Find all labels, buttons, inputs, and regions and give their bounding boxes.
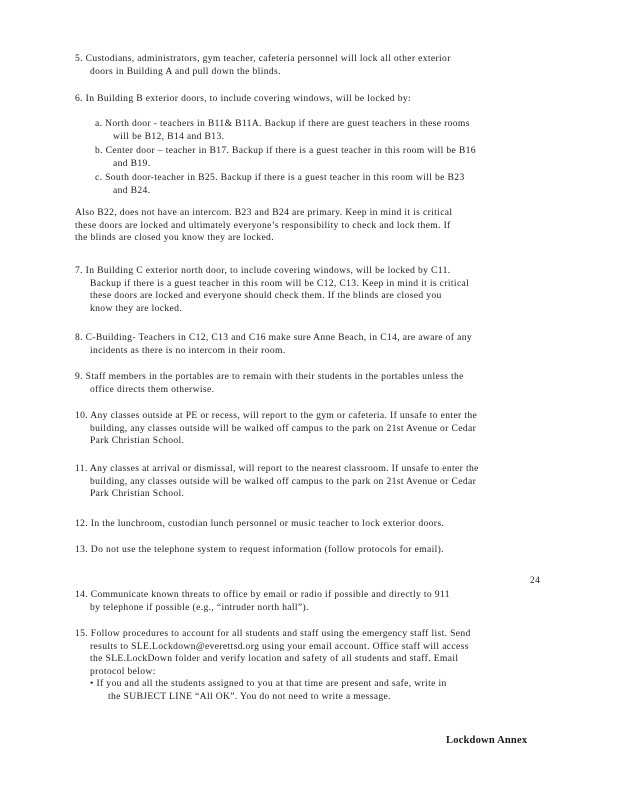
item-6-line-1: 6. In Building B exterior doors, to include covering windows, will be locked by: — [75, 93, 412, 104]
item-11-line-3: Park Christian School. — [90, 488, 185, 500]
item-14 — [75, 589, 545, 614]
item-8 — [75, 332, 545, 357]
item-10 — [75, 410, 545, 448]
footer-title: Lockdown Annex — [446, 735, 528, 746]
also-note-line-3: the blinds are closed you know they are locked. — [75, 232, 274, 244]
item-15-line-2: results to SLE.Lockdown@everettsd.org using your email account. Office staff will access — [90, 640, 469, 652]
also-note-line-1: Also B22, does not have an intercom. B23 and B24 are primary. Keep in mind it is critical — [75, 207, 453, 218]
item-7-line-3: these doors are locked and everyone should check them. If the blinds are closed you — [90, 290, 442, 302]
item-6c-line-1: c. South door-teacher in B25. Backup if there is a guest teacher in this room will be B23 — [95, 172, 465, 183]
item-5 — [75, 53, 545, 78]
item-5-line-1: 5. Custodians, administrators, gym teacher, cafeteria personnel will lock all other exterior — [75, 53, 451, 64]
item-7-line-4: know they are locked. — [90, 302, 183, 314]
item-15-line-4: protocol below: — [90, 665, 156, 677]
also-note-line-2: these doors are locked and ultimately everyone’s responsibility to check and lock them. If — [75, 219, 451, 231]
item-10-line-2: building, any classes outside will be walked off campus to the park on 21st Avenue or Cedar — [90, 422, 477, 434]
item-9 — [75, 371, 545, 396]
item-9-line-1: 9. Staff members in the portables are to remain with their students in the portables unless the — [75, 371, 464, 382]
item-9-line-2: office directs them otherwise. — [90, 383, 215, 395]
item-6a-line-2: will be B12, B14 and B13. — [113, 130, 225, 142]
item-13 — [75, 544, 545, 557]
item-12 — [75, 518, 545, 531]
item-15-line-1: 15. Follow procedures to account for all students and staff using the emergency staff list. Send — [75, 628, 471, 639]
item-6a — [75, 118, 545, 143]
item-10-line-1: 10. Any classes outside at PE or recess, will report to the gym or cafeteria. If unsafe to enter the — [75, 410, 478, 421]
item-10-line-3: Park Christian School. — [90, 435, 185, 447]
item-6 — [75, 93, 545, 106]
item-6c — [75, 172, 545, 197]
item-6b — [75, 145, 545, 170]
item-6a-line-1: a. North door - teachers in B11& B11A. Backup if there are guest teachers in these rooms — [95, 118, 470, 129]
item-6b-line-2: and B19. — [113, 157, 151, 169]
item-11-line-2: building, any classes outside will be walked off campus to the park on 21st Avenue or Cedar — [90, 475, 477, 487]
item-7-line-1: 7. In Building C exterior north door, to include covering windows, will be locked by C11. — [75, 265, 451, 276]
item-8-line-1: 8. C-Building- Teachers in C12, C13 and C16 make sure Anne Beach, in C14, are aware of any — [75, 332, 472, 343]
item-15-bullet-line-2: the SUBJECT LINE “All OK”. You do not need to write a message. — [108, 690, 391, 702]
item-15 — [75, 628, 545, 704]
item-12-line-1: 12. In the lunchroom, custodian lunch personnel or music teacher to lock exterior doors. — [75, 518, 445, 529]
item-6b-line-1: b. Center door – teacher in B17. Backup if there is a guest teacher in this room will be B16 — [95, 145, 476, 156]
item-8-line-2: incidents as there is no intercom in their room. — [90, 344, 286, 356]
also-note — [75, 207, 545, 245]
item-15-line-3: the SLE.LockDown folder and verify location and safety of all students and staff. Email — [90, 653, 459, 665]
item-14-line-2: by telephone if possible (e.g., “intruder north hall”). — [90, 601, 309, 613]
item-13-line-1: 13. Do not use the telephone system to request information (follow protocols for email). — [75, 544, 444, 555]
page-number: 24 — [530, 575, 541, 586]
item-5-line-2: doors in Building A and pull down the blinds. — [90, 65, 281, 77]
item-6c-line-2: and B24. — [113, 184, 151, 196]
item-15-bullet-line-1: • If you and all the students assigned to you at that time are present and safe, write in — [90, 678, 447, 690]
item-11-line-1: 11. Any classes at arrival or dismissal, will report to the nearest classroom. If unsafe to enter the — [75, 463, 479, 474]
item-14-line-1: 14. Communicate known threats to office by email or radio if possible and directly to 911 — [75, 589, 450, 600]
item-7-line-2: Backup if there is a guest teacher in this room will be C12, C13. Keep in mind it is critical — [90, 277, 470, 289]
item-11 — [75, 463, 545, 501]
item-7 — [75, 265, 545, 315]
